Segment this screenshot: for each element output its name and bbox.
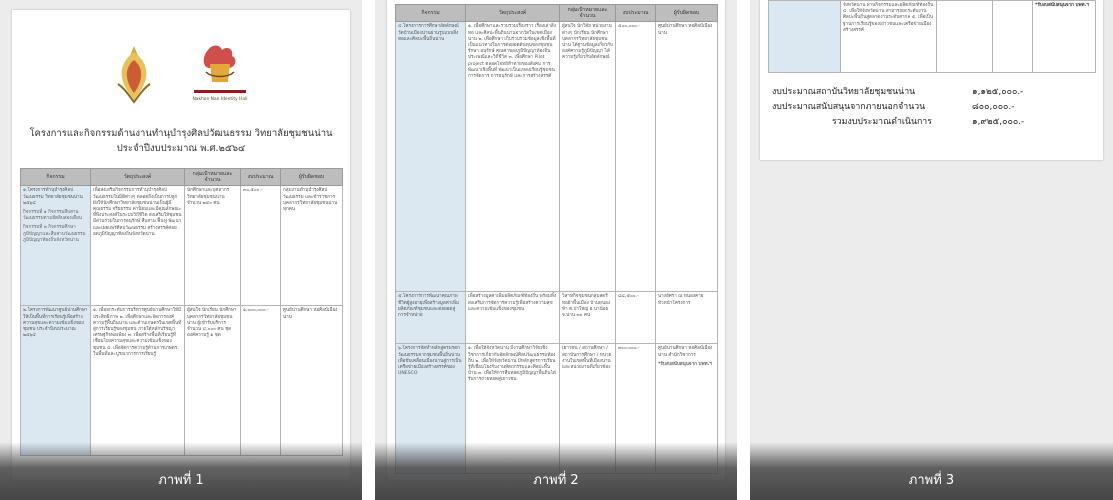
responsible-cell: กลุ่มงานทำนุบำรุงศิลปวัฒนธรรม และข้าราชการ บุคลากรวิทยาลัยชุมชนน่านทุกคน xyxy=(281,186,343,306)
table-row xyxy=(21,306,343,456)
column-header-activity: กิจกรรม xyxy=(396,5,466,22)
target-cell: ผู้สนใจ นักเรียน นักศึกษา บุคลากรวิทยาลัยชุมชนน่าน ผู้เข้ารับบริการ จำนวน ๔,๐๐๐ คน ชุดองค์ความรู้ ๑ ชุด xyxy=(185,306,241,456)
target-cell: นักศึกษาและบุคลากรวิทยาลัยชุมชนน่าน จำนวน ๒๔๐ คน xyxy=(185,186,241,306)
budget-line-total xyxy=(772,114,1095,127)
activity-table-page-2 xyxy=(395,4,718,474)
identity-hall-caption: Nakhon Nan Identity Hall xyxy=(192,97,248,102)
column-header-objective: วัตถุประสงค์ xyxy=(91,169,185,186)
activity-cell: ๒.โครงการพัฒนาศูนย์น่านศึกษาให้เป็นพื้นที่การเรียนรู้เพื่อสร้างความสุขและความเข้มแข็งของชุมชน ประจำปีงบประมาณ ๒๕๖๔ xyxy=(21,306,91,456)
budget-cell: ๓๐,๕๐๐.- xyxy=(241,186,281,306)
budget-cell: ๕๐๐,๐๐๐.- xyxy=(616,22,656,292)
table-row xyxy=(396,22,718,292)
budget-amount: ๑,๑๒๕,๐๐๐.- xyxy=(972,87,1024,97)
responsible-cell: ศูนย์น่านศึกษา หอศิลป์เมืองน่าน xyxy=(656,22,718,292)
responsible-cell: นางอัศรา ณ หนองคาย หัวหน้าโครงการ xyxy=(656,292,718,344)
activity-cell xyxy=(21,186,91,306)
activity-table-page-1 xyxy=(20,168,343,456)
budget-cell: ๓๐๐,๐๐๐.- xyxy=(616,344,656,474)
logo-area xyxy=(12,38,350,118)
caption-bar-3 xyxy=(750,442,1113,500)
activity-sub-1: กิจกรรมที่ ๑ กิจกรรมสืบสานวัฒนธรรมตามฮีตสิบสองเดือน xyxy=(23,210,82,222)
column-header-objective: วัตถุประสงค์ xyxy=(466,5,560,22)
activity-cell: ๖.โครงการจัดทำหลักสูตรมรดกวัฒนธรรมจากชุมชนพื้นถิ่นน่าน เพื่อขับเคลื่อนเมืองน่านสู่การเป็นเครือข่ายเมืองสร้างสรรค์ของ UNESCO xyxy=(396,344,466,474)
budget-label: รวมงบประมาณดำเนินการ xyxy=(832,117,932,127)
column-header-target: กลุ่มเป้าหมายและจำนวน xyxy=(185,169,241,186)
title-line-2: ประจำปีงบประมาณ พ.ศ.๒๕๖๔ xyxy=(116,143,246,154)
budget-cell: ๘๔,๕๐๐.- xyxy=(616,292,656,344)
activity-cell: ๔.โครงการการศึกษาอัตลักษณ์วัดบ้านเมืองน่านผ่านรูปแบบสิ่งทอและศิลปะพื้นถิ่นน่าน xyxy=(396,22,466,292)
target-cell xyxy=(937,1,993,73)
target-cell: ผู้สนใจ นักวิจัย หน่วยงานต่างๆ นักเรียน นักศึกษา บุคลากรวิทยาลัยชุมชนน่าน ได้ฐานข้อมูลเกี่ยวกับองค์ความรู้ภูมิปัญญา ได้ความรู้เกี่ยวกับอัตลักษณ์ xyxy=(560,22,616,292)
column-header-budget: งบประมาณ xyxy=(241,169,281,186)
activity-title: ๑.โครงการทำนุบำรุงศิลปวัฒนธรรม วิทยาลัยชุมชนน่าน ๒๕๖๔ xyxy=(23,188,83,206)
column-header-target: กลุ่มเป้าหมายและจำนวน xyxy=(560,5,616,22)
column-header-activity: กิจกรรม xyxy=(21,169,91,186)
gallery-card-3[interactable] xyxy=(750,0,1113,500)
objective-cell: ๑. เพื่อศึกษาและรวบรวมเรื่องราว เรื่องเล่าสิ่งทอ และศิลปะพื้นถิ่นน่านจากวัดในเขตเมืองน่าน ๒. เพื่อศึกษา เก็บรวบรวมข้อมูลเชิงพื้นที่ เป็นแนวทางในการต่อยอดต้นทุนของชุมชน รักษา อนุรักษ์ คุณค่าของภูมิปัญญาท้องถิ่น ประเพณีและวิถีชีวิต ๓. เพื่อศึกษา Pilot project ตลอดโจทย์ท้าทายของสังคม การพัฒนาเชิงพื้นที่ พัฒนาเป็นแหล่งเรียนรู้ชุมชน การจัดการ การอนุรักษ์ และการสร้างสรรค์ xyxy=(466,22,560,292)
objective-cell: เพื่อสร้างมูลค่าเพิ่มผลิตภัณฑ์ท้องถิ่น พร้อมทั้งส่งเสริมการจัดการความรู้เพื่อสร้างความสุขและความเข้มแข็งของชุมชน xyxy=(466,292,560,344)
responsible-cell: ศูนย์น่านศึกษา หอศิลป์เมืองน่าน xyxy=(281,306,343,456)
column-header-responsible: ผู้รับผิดชอบ xyxy=(656,5,718,22)
college-emblem-icon xyxy=(112,44,156,104)
table-row xyxy=(396,292,718,344)
column-header-responsible: ผู้รับผิดชอบ xyxy=(281,169,343,186)
title-line-1: โครงการและกิจกรรมด้านงานทำนุบำรุงศิลปวัฒนธรรม วิทยาลัยชุมชนน่าน xyxy=(29,128,333,139)
activity-cell xyxy=(769,1,841,73)
budget-label: งบประมาณสถาบันวิทยาลัยชุมชนน่าน xyxy=(772,87,916,97)
caption-bar-1 xyxy=(0,442,362,500)
budget-cell: ๑,๐๐๐,๐๐๐.- xyxy=(241,306,281,456)
funding-note: *รับงบสนับสนุนจาก บพท.ฯ xyxy=(658,361,712,367)
budget-cell xyxy=(993,1,1033,73)
objective-cell: ๑. เพื่อยกระดับการบริหารศูนย์น่านศึกษาให้มีประสิทธิภาพ ๒. เพื่อศึกษาและจัดการองค์ความรู้พื้นถิ่นน่าน และด้านเกษตรในเขตพื้นที่ สู่การเรียนรู้ของชุมชน ภายใต้หลักปรัชญาเศรษฐกิจพอเพียง ๓. เพื่อสร้างพื้นที่เรียนรู้ที่เชื่อมโยงความสุขและความเข้มแข็งของชุมชน ๔. เพื่อจัดการความรู้ด้านการเกษตรในพื้นที่และบูรณาการการเรียนรู้ xyxy=(91,306,185,456)
document-page-2 xyxy=(387,0,725,480)
table-row xyxy=(769,1,1096,73)
document-page-1 xyxy=(12,10,350,480)
image-caption: ภาพที่ 2 xyxy=(533,473,579,488)
activity-cell: ๕.โครงการการพัฒนาคุณภาพชีวิตผู้สูงอายุเพื่อสร้างมูลค่าเพิ่มผลิตภัณฑ์ชุมชนและต่อยอดสู่การจำหน่าย xyxy=(396,292,466,344)
caption-bar-2 xyxy=(375,442,737,500)
budget-label: งบประมาณสนับสนุนจากภายนอกจำนวน xyxy=(772,102,926,112)
document-page-3 xyxy=(760,0,1103,160)
gallery-card-1[interactable] xyxy=(0,0,362,500)
responsible-text: ศูนย์น่านศึกษา หอศิลป์เมืองน่าน สำนักวิชาการ xyxy=(658,346,713,358)
identity-hall-logo-icon xyxy=(190,42,250,106)
objective-cell: จังหวัดน่าน ผ่านกิจกรรมและผลิตภัณฑ์ท้องถิ่น ๔. เพื่อให้จังหวัดน่าน สามารถยกระดับงานศิลปะพื้นถิ่นสู่ตลาดงานระดับสากล ๕. เพื่อเป็นฐานการเรียนรู้ของเยาวชนและเครือข่ายเมืองสร้างสรรค์ xyxy=(841,1,937,73)
budget-line-external xyxy=(772,99,1095,112)
objective-cell: ๑. เพื่อให้จังหวัดน่าน มีงานศึกษาวิจัยเชิงวิชาการเกี่ยวกับอัตลักษณ์ศิลปวัฒนธรรมท้องถิ่น ๒. เพื่อให้จังหวัดน่าน มีหลักสูตรการเรียนรู้ที่เชื่อมโยงกับงานหัตถกรรมและศิลปะพื้นบ้าน ๓. เพื่อให้การสืบทอดภูมิปัญญาพื้นถิ่นได้รับการถ่ายทอดสู่เยาวชน xyxy=(466,344,560,474)
budget-amount: ๘๐๐,๐๐๐.- xyxy=(972,102,1015,112)
image-caption: ภาพที่ 3 xyxy=(908,473,955,488)
column-header-budget: งบประมาณ xyxy=(616,5,656,22)
page-title xyxy=(16,126,346,156)
objective-cell: เพื่อส่งเสริมกิจกรรมการทำนุบำรุงศิลปวัฒนธรรมในมิติต่างๆ ตลอดถึงเป็นการปลูกฝังให้นักศึกษาวิทยาลัยชุมชนน่านเป็นผู้มีคุณธรรม จริยธรรม ค่านิยมและมีคุณลักษณะที่พึงประสงค์ในระบบวิถีชีวิต ส่งเสริมให้ชุมชนมีส่วนร่วมในการอนุรักษ์ สืบสาน ฟื้นฟู พัฒนาและเผยแพร่ศิลปวัฒนธรรม สร้างสรรค์ต่อยอดภูมิปัญญาท้องถิ่นจังหวัดน่าน xyxy=(91,186,185,306)
budget-line-institution xyxy=(772,84,1095,97)
target-cell: วิสาหกิจชุมชนกลุ่มสตรีทอผ้าพื้นเมือง บ้านหนองห้า ต.ป่าใหญ่ อ.นาน้อย จ.น่าน ๓๐ คน xyxy=(560,292,616,344)
activity-sub-2: กิจกรรมที่ ๒ กิจกรรมศึกษาภูมิปัญญาและสืบสานวัฒนธรรมภูมิปัญญาท้องถิ่นจังหวัดน่าน xyxy=(23,225,86,243)
responsible-cell xyxy=(1033,1,1096,73)
target-cell: เยาวชน / สถานศึกษา / สถาบันการศึกษา / หน่วยงานในเขตพื้นที่เมืองน่าน และหน่วยงานที่เกี่ยวข้อง xyxy=(560,344,616,474)
gallery-card-2[interactable] xyxy=(375,0,737,500)
budget-amount: ๑,๙๒๕,๐๐๐.- xyxy=(972,117,1025,127)
funding-note: *รับงบสนับสนุนจาก บพท.ฯ xyxy=(1035,3,1089,8)
table-row xyxy=(21,186,343,306)
activity-table-page-3 xyxy=(768,0,1096,73)
image-caption: ภาพที่ 1 xyxy=(158,473,204,488)
